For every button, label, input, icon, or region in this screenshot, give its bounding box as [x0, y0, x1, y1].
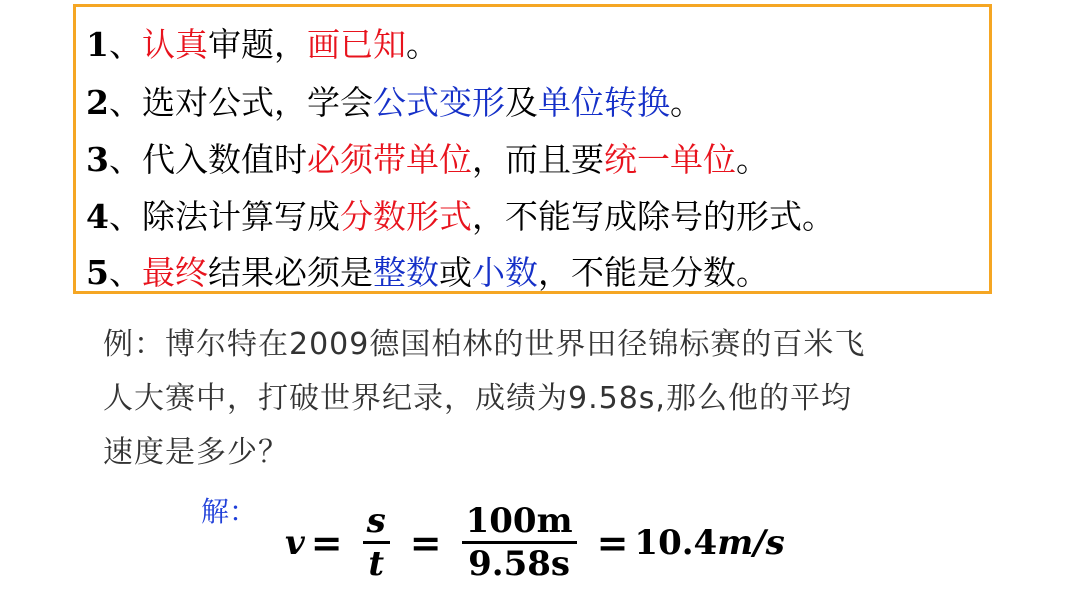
- fraction-s-over-t: [363, 501, 390, 584]
- rule-3: [86, 140, 769, 180]
- rule-number: 3: [86, 140, 109, 179]
- rule-number: 2: [86, 83, 109, 122]
- solution-label: 解：: [201, 495, 258, 528]
- rule-highlight-red: 画已知: [306, 25, 406, 64]
- velocity-formula: [285, 495, 785, 590]
- rule-number: 1: [86, 25, 109, 64]
- fraction-values: [462, 501, 577, 584]
- fraction-numerator: s: [366, 501, 386, 541]
- fraction-denominator: 9.58s: [468, 544, 571, 584]
- rule-text: 。: [405, 25, 439, 64]
- equals-sign: =: [409, 520, 442, 565]
- rule-number: 4: [86, 197, 109, 236]
- rule-number: 5: [86, 253, 109, 292]
- rule-text: 、: [108, 25, 142, 64]
- result-unit: m/s: [717, 522, 785, 563]
- rule-text: 或: [438, 253, 472, 292]
- rule-highlight-red: 必须带单位: [306, 140, 472, 179]
- rule-text: 结果必须是: [207, 253, 373, 292]
- fraction-numerator: 100m: [465, 501, 573, 541]
- result-value: 10.4: [634, 522, 718, 563]
- rule-highlight-red: 统一单位: [603, 140, 736, 179]
- rule-text: 。: [735, 140, 769, 179]
- fraction-denominator: t: [368, 544, 385, 584]
- rule-text: 、代入数值时: [108, 140, 307, 179]
- rule-text: 、除法计算写成: [108, 197, 340, 236]
- rule-highlight-blue: 公式变形: [372, 83, 505, 122]
- rule-text: ，而且要: [471, 140, 604, 179]
- rule-text: 及: [504, 83, 538, 122]
- rule-highlight-red: 分数形式: [339, 197, 472, 236]
- equals-sign: =: [310, 520, 343, 565]
- formula-v: v: [285, 522, 305, 563]
- rule-text: 、: [108, 253, 142, 292]
- rule-highlight-blue: 小数: [471, 253, 538, 292]
- example-line-2: 人大赛中，打破世界纪录，成绩为9.58s,那么他的平均: [103, 381, 852, 416]
- example-problem: [103, 318, 983, 480]
- rule-highlight-red: 认真: [141, 25, 208, 64]
- rule-highlight-red: 最终: [141, 253, 208, 292]
- rule-text: ，不能写成除号的形式。: [471, 197, 835, 236]
- rule-highlight-blue: 整数: [372, 253, 439, 292]
- equals-sign: =: [596, 520, 629, 565]
- rules-box: [73, 4, 992, 294]
- rule-2: [86, 83, 703, 123]
- rule-text: 。: [669, 83, 703, 122]
- rule-text: ，不能是分数。: [537, 253, 769, 292]
- rule-1: [86, 25, 439, 65]
- example-line-3: 速度是多少？: [103, 435, 289, 470]
- rule-5: [86, 253, 769, 293]
- rule-highlight-blue: 单位转换: [537, 83, 670, 122]
- rule-text: 、选对公式，学会: [108, 83, 373, 122]
- example-line-1: 例：博尔特在2009德国柏林的世界田径锦标赛的百米飞: [103, 327, 866, 362]
- rule-4: [86, 197, 835, 237]
- rule-text: 审题，: [207, 25, 307, 64]
